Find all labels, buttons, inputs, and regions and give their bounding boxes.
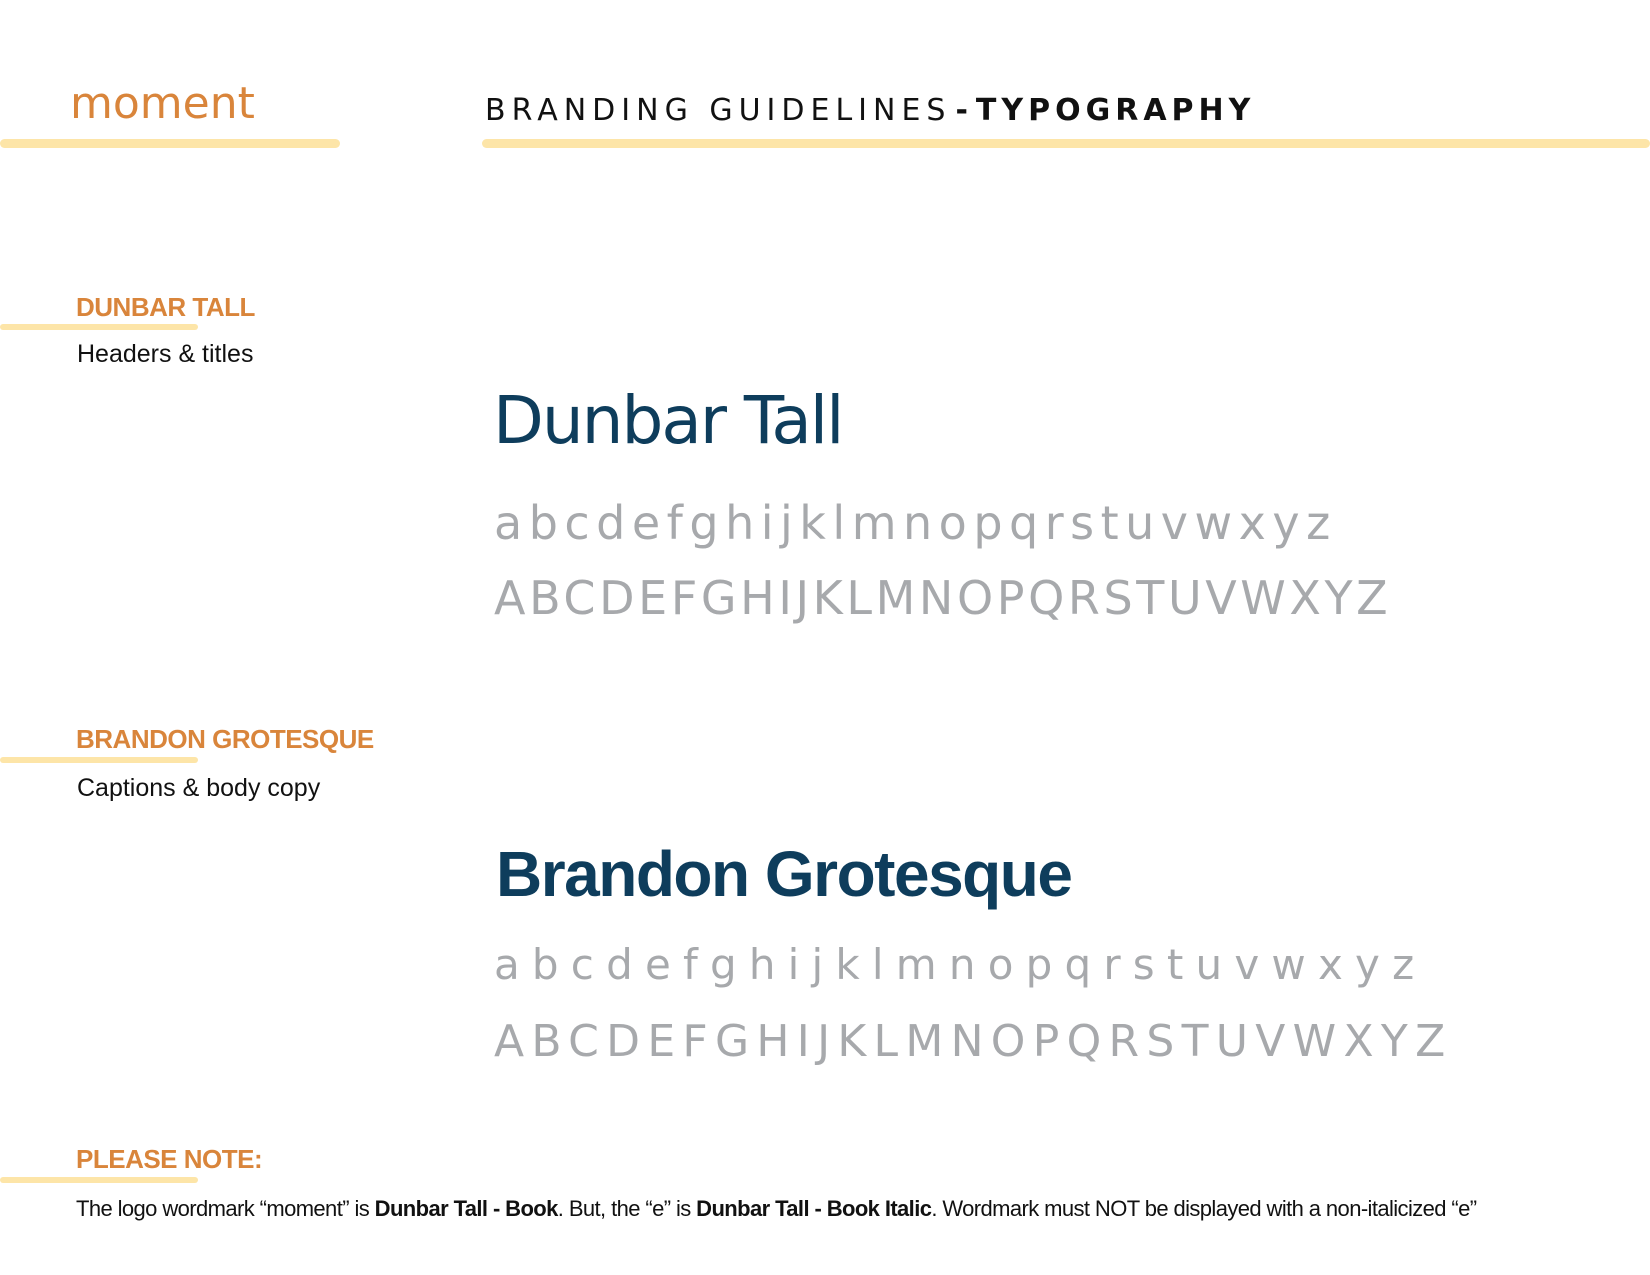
- note-text-part-3: . Wordmark must NOT be displayed with a non-italicized “e”: [931, 1196, 1477, 1221]
- lowercase-alphabet-dunbar-tall: abcdefghijklmnopqrstuvwxyz: [494, 496, 1337, 550]
- lowercase-alphabet-brandon-grotesque: abcdefghijklmnopqrstuvwxyz: [494, 940, 1427, 989]
- note-label: PLEASE NOTE:: [76, 1144, 263, 1174]
- note-rule: [0, 1177, 198, 1183]
- moment-logo-wordmark: moment: [70, 78, 255, 129]
- title-underline-rule: [482, 139, 1650, 148]
- note-text: [76, 1198, 1477, 1220]
- uppercase-alphabet-dunbar-tall: ABCDEFGHIJKLMNOPQRSTUVWXYZ: [494, 571, 1392, 625]
- page-title: [485, 93, 1256, 128]
- section-label-dunbar-tall: DUNBAR TALL: [76, 292, 255, 322]
- section-rule-brandon-grotesque: [0, 757, 198, 763]
- page-title-main: BRANDING GUIDELINES: [485, 93, 952, 128]
- logo-underline-rule: [0, 139, 340, 148]
- note-text-part-1: The logo wordmark “moment” is: [76, 1196, 375, 1221]
- page-title-section: TYPOGRAPHY: [975, 93, 1256, 128]
- section-rule-dunbar-tall: [0, 324, 198, 330]
- note-bold-font-book: Dunbar Tall - Book: [374, 1196, 558, 1221]
- section-subtitle-dunbar-tall: Headers & titles: [77, 340, 254, 368]
- font-sample-title-brandon-grotesque: Brandon Grotesque: [496, 838, 1072, 910]
- note-bold-font-book-italic: Dunbar Tall - Book Italic: [696, 1196, 932, 1221]
- section-subtitle-brandon-grotesque: Captions & body copy: [77, 774, 321, 802]
- note-text-part-2: . But, the “e” is: [557, 1196, 697, 1221]
- font-sample-title-dunbar-tall: Dunbar Tall: [493, 382, 843, 459]
- uppercase-alphabet-brandon-grotesque: ABCDEFGHIJKLMNOPQRSTUVWXYZ: [494, 1016, 1453, 1067]
- section-label-brandon-grotesque: BRANDON GROTESQUE: [76, 724, 374, 754]
- page-title-separator: -: [955, 93, 968, 128]
